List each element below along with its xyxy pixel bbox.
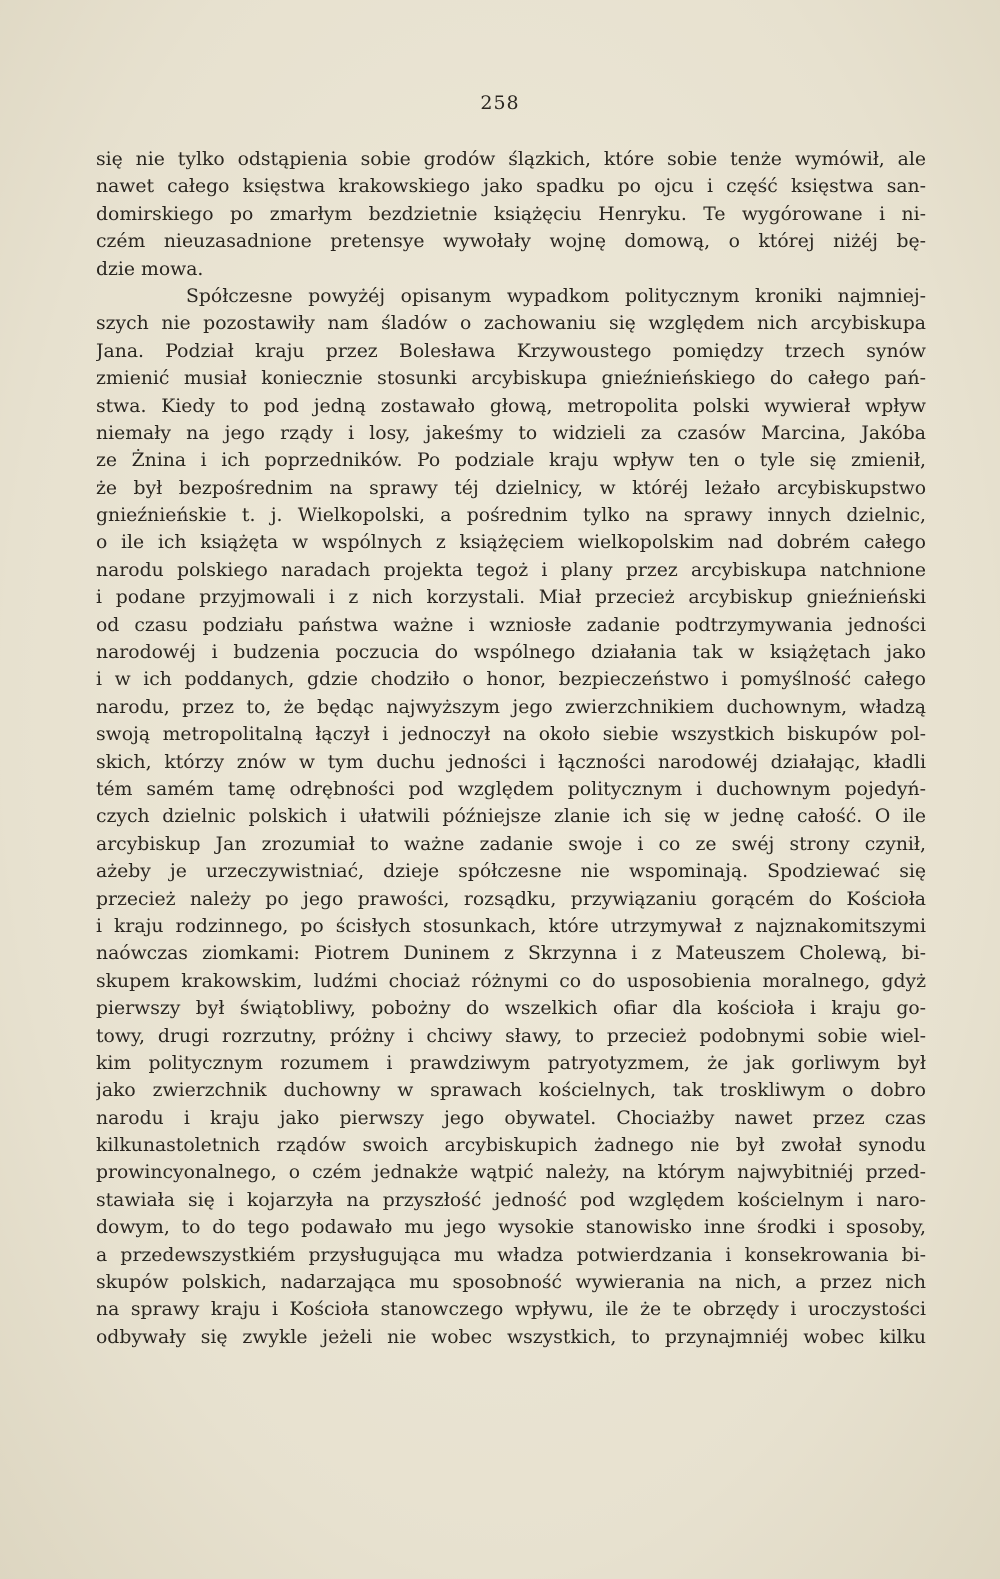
text-line: tém samém tamę odrębności pod względem politycznym i duchownym pojedyń-: [96, 778, 926, 800]
text-line: prowincyonalnego, o czém jednakże wątpić należy, na którym najwybitniéj przed-: [96, 1162, 926, 1184]
text-line: skupów polskich, nadarzająca mu sposobność wywierania na nich, a przez nich: [96, 1272, 926, 1294]
text-line: narodowéj i budzenia poczucia do wspólnego działania tak w książętach jako: [96, 642, 926, 664]
text-line: zmienić musiał koniecznie stosunki arcybiskupa gnieźnieńskiego do całego pań-: [96, 368, 926, 390]
text-line: towy, drugi rozrzutny, próżny i chciwy sławy, to przecież podobnymi sobie wiel-: [96, 1025, 926, 1047]
text-line: pierwszy był świątobliwy, pobożny do wszelkich ofiar dla kościoła i kraju go-: [96, 998, 926, 1020]
text-line: odbywały się zwykle jeżeli nie wobec wszystkich, to przynajmniéj wobec kilku: [96, 1326, 926, 1348]
text-line: jako zwierzchnik duchowny w sprawach kościelnych, tak troskliwym o dobro: [96, 1080, 926, 1102]
text-line: o ile ich książęta w wspólnych z książęciem wielkopolskim nad dobrém całego: [96, 532, 926, 554]
text-line: i kraju rodzinnego, po ścisłych stosunkach, które utrzymywał z najznakomitszymi: [96, 915, 926, 937]
text-line: i podane przyjmowali i z nich korzystali. Miał przecież arcybiskup gnieźnieński: [96, 587, 926, 609]
text-line: skupem krakowskim, ludźmi chociaż różnymi co do usposobienia moralnego, gdyż: [96, 970, 926, 992]
page-number: 258: [480, 92, 520, 114]
text-line: swoją metropolitalną łączył i jednoczył na około siebie wszystkich biskupów pol-: [96, 724, 926, 746]
text-line: czych dzielnic polskich i ułatwili późniejsze zlanie ich się w jednę całość. O ile: [96, 806, 926, 828]
text-line: kim politycznym rozumem i prawdziwym patryotyzmem, że jak gorliwym był: [96, 1052, 926, 1074]
text-line: kilkunastoletnich rządów swoich arcybiskupich żadnego nie był zwołał synodu: [96, 1135, 926, 1157]
text-line: ażeby je urzeczywistniać, dzieje spółczesne nie wspominają. Spodziewać się: [96, 861, 926, 883]
text-line: i w ich poddanych, gdzie chodziło o honor, bezpieczeństwo i pomyślność całego: [96, 669, 926, 691]
text-line: narodu polskiego naradach projekta tegoż i plany przez arcybiskupa natchnione: [96, 559, 926, 581]
text-line: narodu, przez to, że będąc najwyższym jego zwierzchnikiem duchownym, władzą: [96, 696, 926, 718]
text-line: arcybiskup Jan zrozumiał to ważne zadanie swoje i co ze swéj strony czynił,: [96, 833, 926, 855]
text-line: niemały na jego rządy i losy, jakeśmy to widzieli za czasów Marcina, Jakóba: [96, 422, 926, 444]
text-line: narodu i kraju jako pierwszy jego obywatel. Chociażby nawet przez czas: [96, 1107, 926, 1129]
text-line: ze Żnina i ich poprzedników. Po podziale kraju wpływ ten o tyle się zmienił,: [96, 450, 926, 472]
text-line: Spółczesne powyżéj opisanym wypadkom politycznym kroniki najmniej-: [186, 285, 926, 307]
text-line: naówczas ziomkami: Piotrem Duninem z Skrzynna i z Mateuszem Cholewą, bi-: [96, 943, 926, 965]
text-line: stawiała się i kojarzyła na przyszłość jedność pod względem kościelnym i naro-: [96, 1189, 926, 1211]
text-line: dowym, to do tego podawało mu jego wysokie stanowisko inne środki i sposoby,: [96, 1217, 926, 1239]
text-line: domirskiego po zmarłym bezdzietnie książęciu Henryku. Te wygórowane i ni-: [96, 203, 926, 225]
text-line: że był bezpośrednim na sprawy téj dzielnicy, w któréj leżało arcybiskupstwo: [96, 477, 926, 499]
text-line: przecież należy po jego prawości, rozsądku, przywiązaniu gorącém do Kościoła: [96, 888, 926, 910]
body-text: [96, 146, 926, 1351]
text-line: się nie tylko odstąpienia sobie grodów ślązkich, które sobie tenże wymówił, ale: [96, 149, 926, 170]
text-line: stwa. Kiedy to pod jedną zostawało głową, metropolita polski wywierał wpływ: [96, 395, 926, 417]
text-line: nawet całego księstwa krakowskiego jako spadku po ojcu i część księstwa san-: [96, 176, 926, 198]
text-line: Jana. Podział kraju przez Bolesława Krzywoustego pomiędzy trzech synów: [96, 340, 926, 362]
text-line: skich, którzy znów w tym duchu jedności i łączności narodowéj działając, kładli: [96, 751, 926, 773]
text-line: od czasu podziału państwa ważne i wzniosłe zadanie podtrzymywania jedności: [96, 614, 926, 636]
text-line: a przedewszystkiém przysługująca mu władza potwierdzania i konsekrowania bi-: [96, 1244, 926, 1266]
text-line: na sprawy kraju i Kościoła stanowczego wpływu, ile że te obrzędy i uroczystości: [96, 1299, 926, 1321]
text-line: gnieźnieńskie t. j. Wielkopolski, a pośrednim tylko na sprawy innych dzielnic,: [96, 505, 926, 527]
text-line: dzie mowa.: [96, 258, 204, 280]
text-line: czém nieuzasadnione pretensye wywołały wojnę domową, o której niżéj bę-: [96, 231, 926, 253]
text-line: szych nie pozostawiły nam śladów o zachowaniu się względem nich arcybiskupa: [96, 313, 926, 335]
